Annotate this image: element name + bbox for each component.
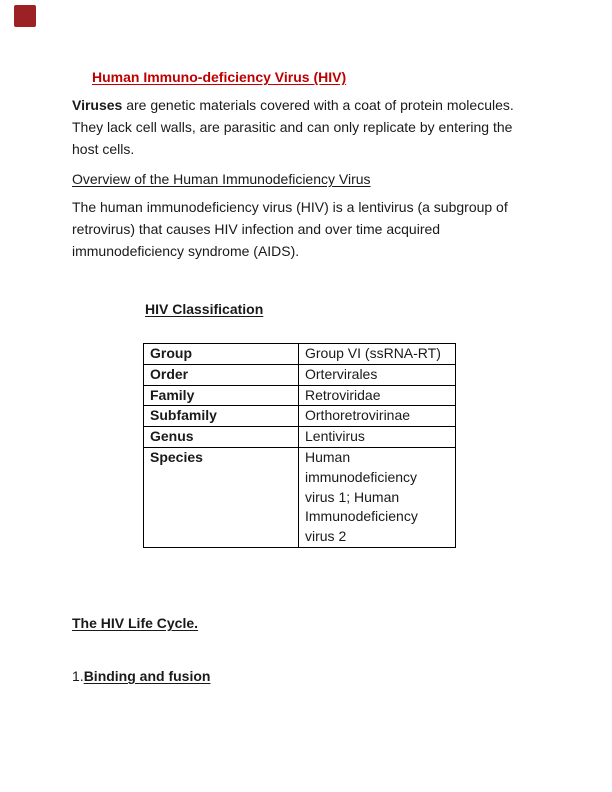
row-value: Lentivirus xyxy=(299,427,456,448)
row-value: Retroviridae xyxy=(299,385,456,406)
life-cycle-heading: The HIV Life Cycle. xyxy=(72,615,199,631)
row-label: Group xyxy=(144,344,299,365)
step-title: Binding and fusion xyxy=(83,668,211,684)
classification-table xyxy=(143,343,456,548)
document-title: Human Immuno-deficiency Virus (HIV) xyxy=(92,69,347,85)
table-row xyxy=(144,406,456,427)
intro-lead-word: Viruses xyxy=(72,97,123,113)
page-marker-square xyxy=(14,5,36,27)
step-item-1 xyxy=(72,666,210,688)
row-label: Genus xyxy=(144,427,299,448)
intro-paragraph xyxy=(72,95,542,160)
row-value: Orthoretrovirinae xyxy=(299,406,456,427)
row-value: Group VI (ssRNA-RT) xyxy=(299,344,456,365)
intro-paragraph-text: are genetic materials covered with a coat of protein molecules. They lack cell walls, are parasitic and can only replicate by entering the host cells. xyxy=(72,97,514,157)
row-label: Species xyxy=(144,447,299,547)
table-row xyxy=(144,364,456,385)
row-label: Family xyxy=(144,385,299,406)
table-row xyxy=(144,385,456,406)
table-row xyxy=(144,344,456,365)
overview-paragraph: The human immunodeficiency virus (HIV) is a lentivirus (a subgroup of retrovirus) that causes HIV infection and over time acquired immunodeficiency syndrome (AIDS). xyxy=(72,199,508,259)
overview-heading: Overview of the Human Immunodeficiency Virus xyxy=(72,171,371,187)
row-label: Subfamily xyxy=(144,406,299,427)
row-value: Ortervirales xyxy=(299,364,456,385)
row-value: Human immunodeficiency virus 1; Human Immunodeficiency virus 2 xyxy=(299,447,456,547)
classification-heading: HIV Classification xyxy=(145,301,264,317)
step-number: 1. xyxy=(72,668,84,684)
table-row xyxy=(144,447,456,547)
table-row xyxy=(144,427,456,448)
row-label: Order xyxy=(144,364,299,385)
